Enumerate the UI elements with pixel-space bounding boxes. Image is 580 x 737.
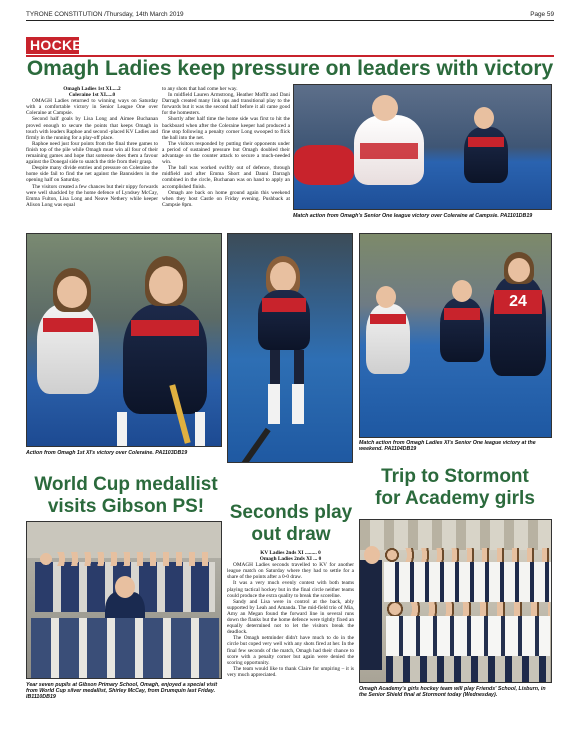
page-number: Page 59 <box>530 11 554 18</box>
stormont-headline <box>356 466 554 510</box>
player-figure <box>294 145 354 185</box>
paragraph: The ball was worked swiftly out of defence, through midfield and after Emma Short and Danni Darragh combined in the circle, Buchanan was on hand to apply an accomplished finish. <box>162 165 290 190</box>
shirt-stripe <box>370 314 406 324</box>
caption-photo-left: Action from Omagh 1st XI's victory over Coleraine. PA1103DB19 <box>26 450 188 456</box>
seconds-headline-line: Seconds play <box>229 502 353 523</box>
shirt-number: 24 <box>494 290 542 314</box>
gibson-headline-line: visits Gibson PS! <box>47 496 205 517</box>
main-story-column-2 <box>162 86 290 231</box>
score-line: Coleraine 1st XI.....0 <box>68 92 116 99</box>
main-headline: Omagh Ladies keep pressure on leaders with victory <box>26 57 554 80</box>
sock <box>268 384 280 424</box>
shirt-stripe <box>360 143 418 159</box>
player-head <box>57 276 87 308</box>
team-faces-back <box>384 548 552 562</box>
paragraph: Shortly after half time the home side was first to hit the backboard when after the Coleraine keeper had produced a fine stop following a penalty corner Long swooped to flick the ball into the net. <box>162 116 290 141</box>
paragraph: The Omagh netminder didn't have much to do in the circle but coped very well with any shots fired at her. In the final few seconds of the match, Omagh had their chance to score with a penalty corner but again were denied the scoring opportunity. <box>227 635 354 666</box>
paragraph: In midfield Lauren Armstrong, Heather Moffit and Dani Darragh created many link ups and transitional play to the forwards but it was the second half before it all came good for the homesters. <box>162 92 290 117</box>
coach-head <box>364 546 380 564</box>
gibson-headline <box>26 474 226 518</box>
shirt-stripe <box>444 308 480 320</box>
player-head <box>452 280 472 302</box>
team-legs <box>386 656 550 682</box>
paragraph: to any shots that had come her way. <box>162 86 238 92</box>
player-head <box>372 95 398 121</box>
photo-right-match-action <box>359 233 552 438</box>
photo-left-match-action <box>26 233 222 447</box>
team-back-row <box>384 562 552 602</box>
hockey-stick <box>231 428 270 463</box>
paragraph: Sandy and Lisa were in control at the back, ably supported by Leah and Amanda. The mid-field trio of Mia, Amy an Megan found the forward line in several runs down the flanks but the home defence were tightly fixed an equally determined not to let the visitors break the deadlock. <box>227 598 354 636</box>
paragraph: Raphoe need just four points from the final three games to finish top of the pile while Omagh must win all four of their remaining games and hope that someone does them a favour against the Donegal side to snatch the title from their grasp. <box>26 140 158 166</box>
player-head <box>474 107 494 129</box>
paragraph: The visitors responded by putting their opponents under a period of sustained pressure but Omagh doubled their advantage on the counter attack to secure a much-needed win. <box>162 140 290 166</box>
pupil-faces <box>37 552 213 566</box>
sock <box>195 412 205 446</box>
paragraph: Omagh are back on home ground again this weekend when they host Castle on Friday evening. Pushback at Campsie 8pm. <box>162 189 290 208</box>
player-head <box>270 262 296 292</box>
paragraph: OMAGH Ladies returned to winning ways on Saturday with a comfortable victory in Senior League One over Coleraine at Campsie. <box>26 98 158 117</box>
coach-figure <box>360 560 382 670</box>
shirt-stripe <box>43 318 93 332</box>
gibson-headline-line: World Cup medallist <box>34 474 218 495</box>
main-story-column-1 <box>26 86 158 231</box>
seconds-story-column <box>227 550 354 732</box>
score-line: KV Ladies 2nds XI ......... 0 <box>260 550 321 556</box>
caption-top-photo: Match action from Omagh's Senior One league victory over Coleraine at Campsie. PA1101DB19 <box>293 213 533 219</box>
paragraph: Despite many divide entries and pressure on Coleraine the home side fail to find the net against the Bannsiders in the opening half on Saturday. <box>26 165 158 184</box>
caption-gibson: Year seven pupils at Gibson Primary School, Omagh, enjoyed a special visit from World Cup silver medallist, Shirley McCay, from Drumquin last Friday. IB1110DB19 <box>26 682 218 700</box>
stormont-headline-line: for Academy girls <box>375 488 535 509</box>
player-figure <box>464 127 508 183</box>
sock <box>292 384 304 424</box>
shirt-stripe <box>262 298 306 312</box>
publication-header: TYRONE CONSTITUTION /Thursday, 14th March 2019 <box>26 11 184 18</box>
seconds-headline-line: out draw <box>251 524 331 545</box>
paragraph: The visitors created a few chances but their nippy forwards were well shackled by the home defence of Lyndsey McCay, Emma Fulton, Lisa Long and Neave Nethery while keeper Alison Long was equal <box>26 183 158 208</box>
paragraph: OMAGH Ladies seconds travelled to KV for another league match on Saturday where they had to settle for a share of the points after a 0-0 draw. <box>227 562 354 581</box>
pupils-front-row <box>31 618 219 678</box>
score-line: Omagh Ladies 2nds XI ... 0 <box>259 556 322 563</box>
caption-academy: Omagh Academy's girls hockey team will play Friends' School, Lisburn, in the Senior Shield final at Stormont today (Wednesday). <box>359 686 546 698</box>
medallist-head <box>115 576 135 598</box>
photo-gibson-ps <box>26 521 222 679</box>
score-line: Omagh Ladies 1st XI.....2 <box>63 86 121 92</box>
stormont-headline-line: Trip to Stormont <box>381 466 529 487</box>
seconds-headline <box>227 502 355 546</box>
paragraph: It was a very much evenly contest with both teams playing tactical hockey but in the final circle neither teams could produce the extra quality to break the scoreline. <box>227 580 354 599</box>
sock <box>117 412 127 446</box>
paragraph: The team would like to thank Claire for umpiring – it is very much appreciated. <box>227 665 354 678</box>
shirt-stripe <box>468 137 504 147</box>
building-columns <box>360 520 552 550</box>
player-head <box>508 258 530 282</box>
photo-middle-match-action <box>227 233 353 463</box>
photo-academy-team <box>359 519 552 683</box>
player-head <box>149 266 183 304</box>
caption-photo-right: Match action from Omagh Ladies XI's Senior One league victory at the weekend. PA1104DB19 <box>359 440 536 452</box>
player-head <box>376 286 396 308</box>
photo-top-match-action <box>293 84 552 210</box>
team-front-row <box>386 616 550 656</box>
shirt-stripe <box>131 320 199 336</box>
section-label: HOCKEY <box>26 37 79 54</box>
header-rule <box>26 20 554 21</box>
paragraph: Second half goals by Lisa Long and Aimee Buchanan proved enough to secure the points that keeps Omagh in touch with leaders Raphoe and second -placed KV Ladies and firmly in the running for a play-off place. <box>26 116 158 141</box>
team-faces-front <box>386 602 550 616</box>
